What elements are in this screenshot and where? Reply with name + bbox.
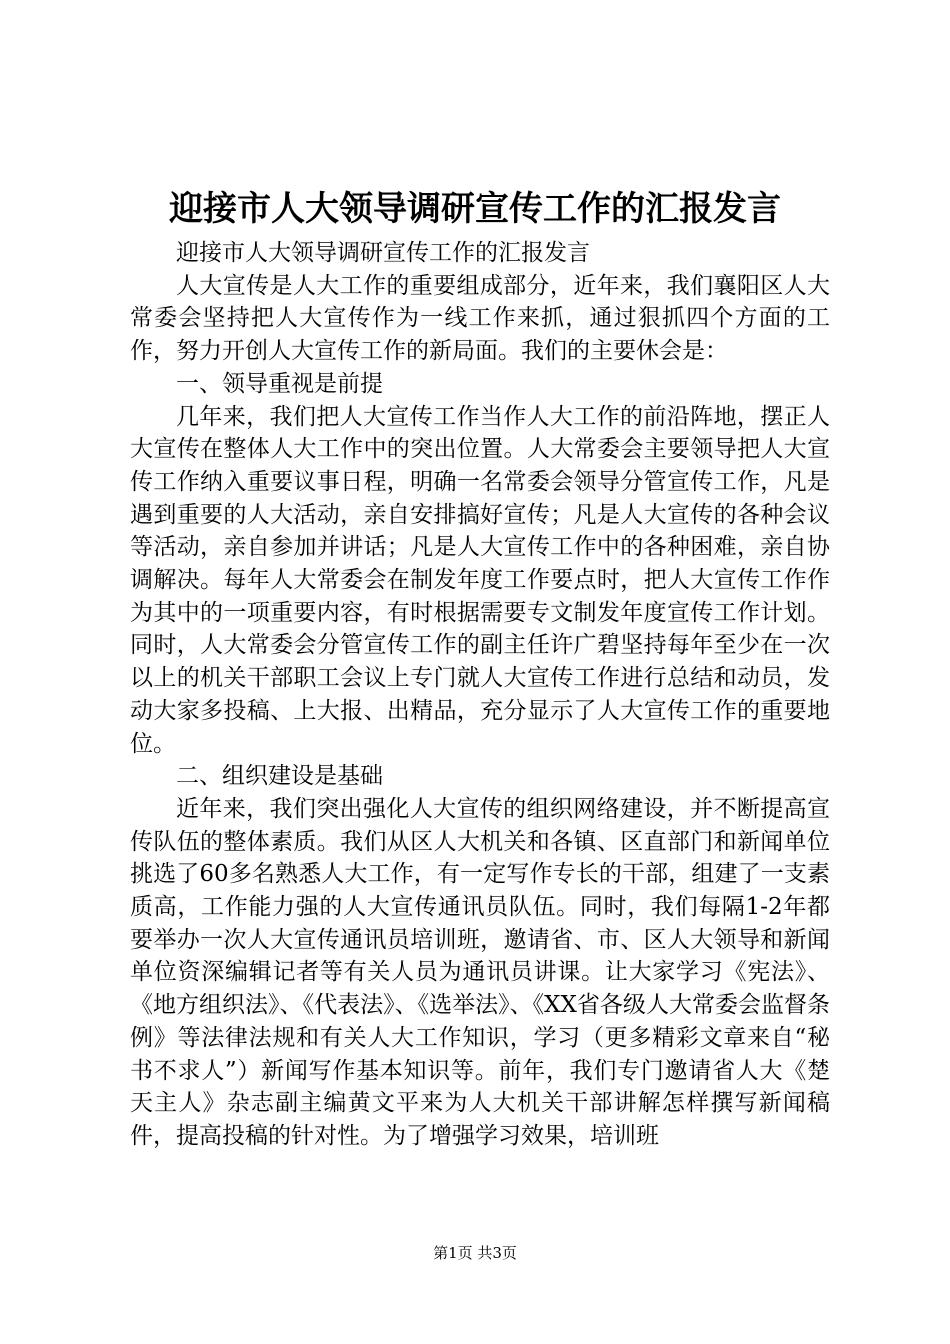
section-heading-2: 二、组织建设是基础 xyxy=(176,763,383,790)
paragraph-subtitle: 迎接市人大领导调研宣传工作的汇报发言 xyxy=(176,240,590,266)
paragraph-section-1: 几年来，我们把人大宣传工作当作人大工作的前沿阵地，摆正人大宣传在整体人大工作中的突出位置。人大常委会主要领导把人大宣传工作纳入重要议事日程，明确一名常委会领导分管宣传工作，凡是遇到重要的人大活动，亲自安排搞好宣传；凡是人大宣传的各种会议等活动，亲自参加并讲话；凡是人大宣传工作中的各种困难，亲自协调解决。每年人大常委会在制发年度工作要点时，把人大宣传工作作为其中的一项重要内容，有时根据需要专文制发年度宣传工作计划。同时，人大常委会分管宣传工作的副主任许广碧坚持每年至少在一次以上的机关干部职工会议上专门就人大宣传工作进行总结和动员，发动大家多投稿、上大报、出精品，充分显示了人大宣传工作的重要地位。 xyxy=(130,403,830,757)
paragraph-intro: 人大宣传是人大工作的重要组成部分，近年来，我们襄阳区人大常委会坚持把人大宣传作为一线工作来抓，通过狠抓四个方面的工作，努力开创人大宣传工作的新局面。我们的主要休会是： xyxy=(130,272,830,365)
section-heading-1: 一、领导重视是前提 xyxy=(176,370,383,397)
document-body xyxy=(130,237,830,1153)
document-title: 迎接市人大领导调研宣传工作的汇报发言 xyxy=(169,189,781,229)
paragraph-section-2: 近年来，我们突出强化人大宣传的组织网络建设，并不断提高宣传队伍的整体素质。我们从区人大机关和各镇、区直部门和新闻单位挑选了60多名熟悉人大工作，有一定写作专长的干部，组建了一支素质高，工作能力强的人大宣传通讯员队伍。同时，我们每隔1-2年都要举办一次人大宣传通讯员培训班，邀请省、市、区人大领导和新闻单位资深编辑记者等有关人员为通讯员讲课。让大家学习《宪法》、《地方组织法》、《代表法》、《选举法》、《XX省各级人大常委会监督条例》等法律法规和有关人大工作知识，学习（更多精彩文章来自“秘书不求人”）新闻写作基本知识等。前年，我们专门邀请省人大《楚天主人》杂志副主编黄文平来为人大机关干部讲解怎样撰写新闻稿件，提高投稿的针对性。为了增强学习效果，培训班 xyxy=(130,795,830,1149)
page-footer: 第1页 共3页 xyxy=(433,1244,517,1262)
